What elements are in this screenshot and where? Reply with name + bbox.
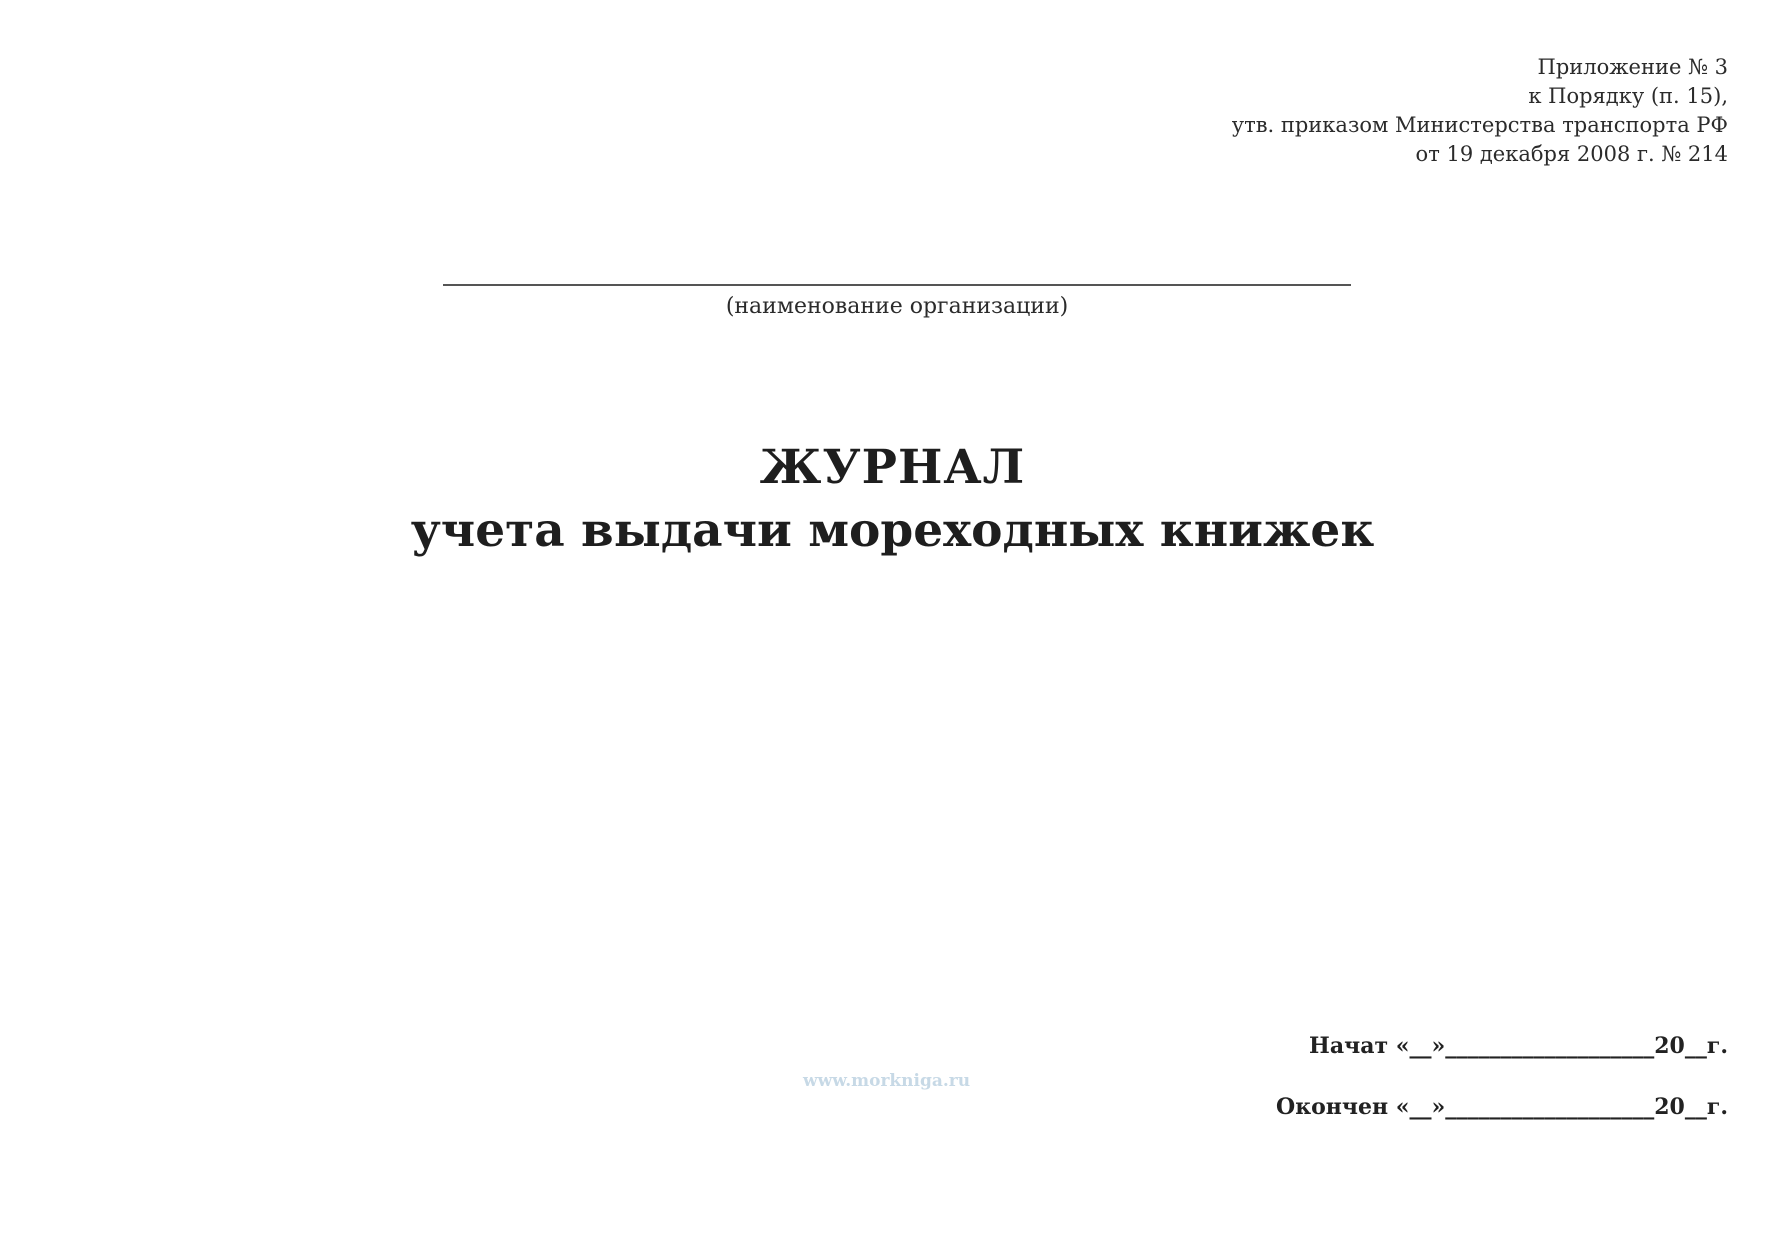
organization-name-line bbox=[443, 284, 1351, 286]
appendix-line-1: Приложение № 3 bbox=[1537, 55, 1728, 79]
organization-name-caption: (наименование организации) bbox=[725, 294, 1069, 319]
appendix-line-3: утв. приказом Министерства транспорта РФ bbox=[1231, 113, 1728, 137]
watermark: www.morkniga.ru bbox=[803, 1071, 971, 1091]
journal-title: ЖУРНАЛ bbox=[759, 440, 1026, 495]
start-date-field: Начат «__»___________________20__г. bbox=[1309, 1033, 1728, 1059]
appendix-reference bbox=[1232, 53, 1728, 169]
appendix-line-2: к Порядку (п. 15), bbox=[1528, 84, 1728, 108]
journal-subtitle: учета выдачи мореходных книжек bbox=[410, 503, 1375, 558]
appendix-line-4: от 19 декабря 2008 г. № 214 bbox=[1415, 142, 1728, 166]
end-date-field: Окончен «__»___________________20__г. bbox=[1276, 1094, 1728, 1120]
